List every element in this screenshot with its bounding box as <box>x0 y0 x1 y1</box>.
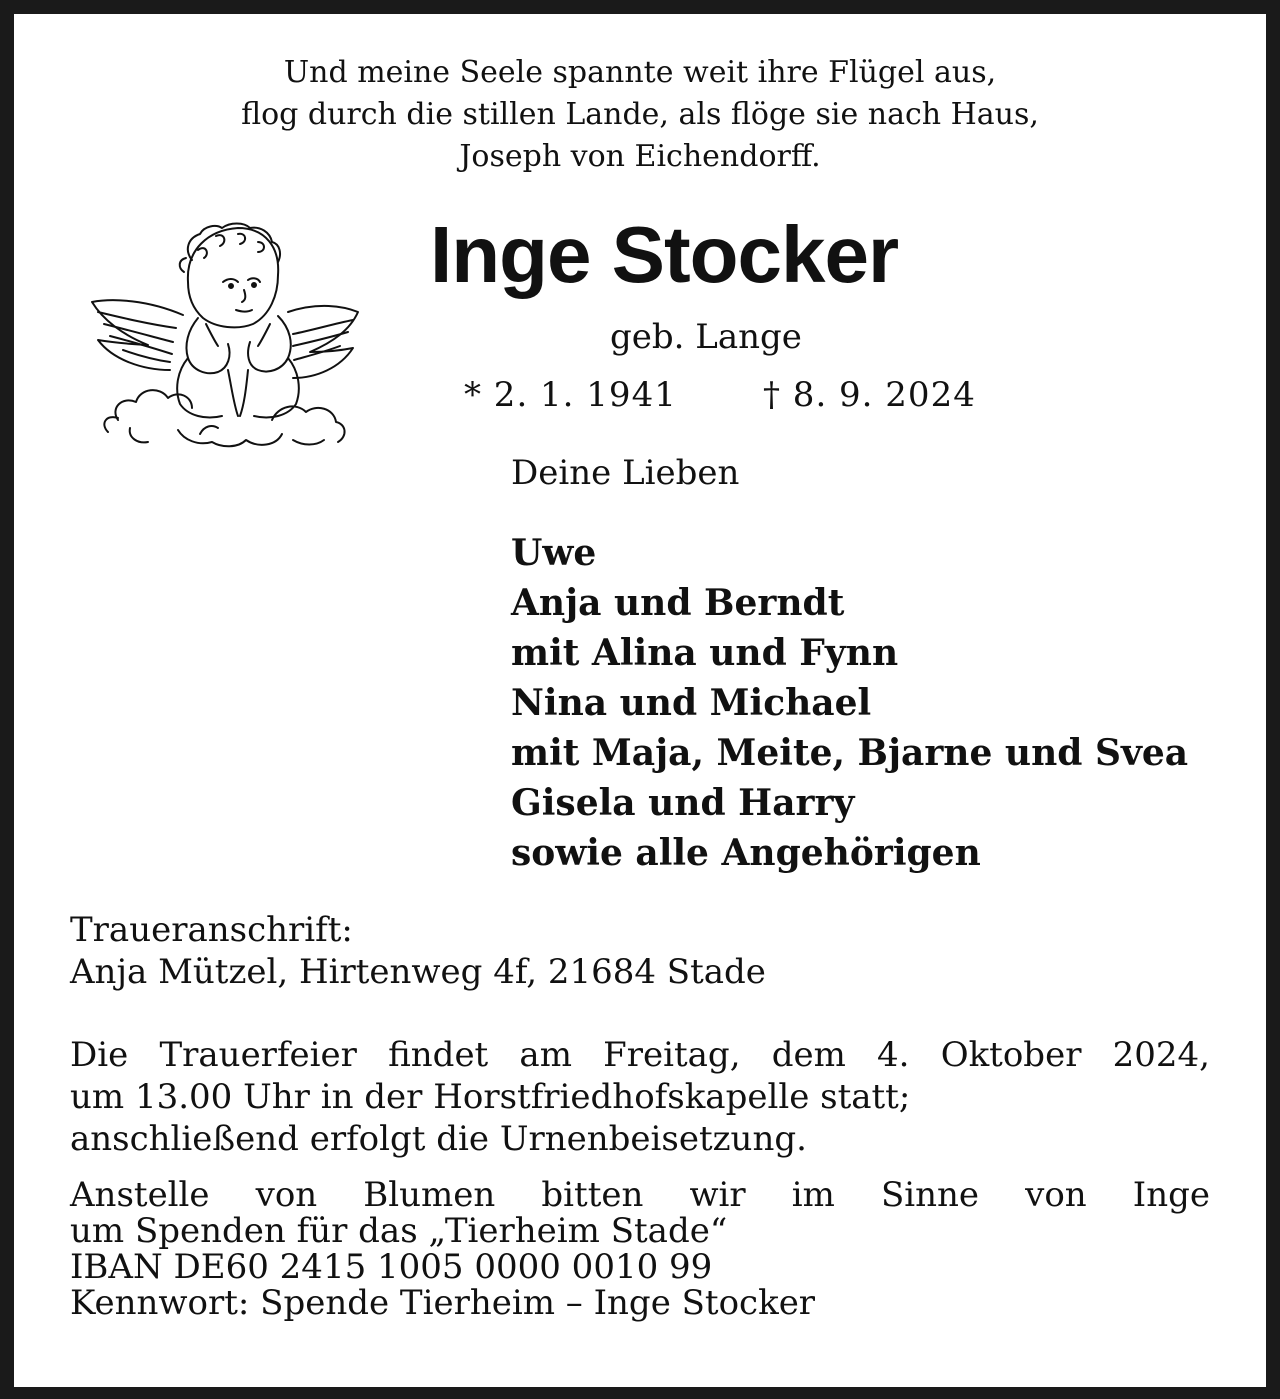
mourner-line: sowie alle Angehörigen <box>511 832 981 874</box>
address-value: Anja Mützel, Hirtenweg 4f, 21684 Stade <box>70 952 766 992</box>
mourner-line: Uwe <box>511 532 597 574</box>
donation-line: Anstelle von Blumen bitten wir im Sinne von Inge <box>70 1175 1210 1215</box>
death-date: † 8. 9. 2024 <box>763 375 976 415</box>
mourner-line: Nina und Michael <box>511 682 872 724</box>
mourner-line: Gisela und Harry <box>511 782 855 824</box>
mourner-line: mit Alina und Fynn <box>511 632 899 674</box>
ceremony-line: Die Trauerfeier findet am Freitag, dem 4. Oktober 2024, <box>70 1035 1210 1075</box>
mourners-list <box>511 528 1188 878</box>
donation-info <box>70 1177 1210 1321</box>
quote <box>0 52 1280 178</box>
mourner-line: mit Maja, Meite, Bjarne und Svea <box>511 732 1189 774</box>
quote-line: Und meine Seele spannte weit ihre Flügel aus, <box>283 55 997 90</box>
birth-date: * 2. 1. 1941 <box>464 375 677 415</box>
address-label: Traueranschrift: <box>70 910 353 950</box>
mourning-address <box>70 909 1210 993</box>
maiden-name: geb. Lange <box>610 317 802 357</box>
deceased-name: Inge Stocker <box>430 210 899 299</box>
quote-line: flog durch die stillen Lande, als flöge sie nach Haus, <box>241 97 1039 132</box>
donation-line: um Spenden für das „Tierheim Stade“ <box>70 1211 728 1251</box>
cherub-illustration <box>88 220 363 448</box>
ceremony-info <box>70 1034 1210 1160</box>
ceremony-line: um 13.00 Uhr in der Horstfriedhofskapelle statt; <box>70 1077 911 1117</box>
ceremony-line: anschließend erfolgt die Urnenbeisetzung. <box>70 1119 807 1159</box>
donation-keyword: Kennwort: Spende Tierheim – Inge Stocker <box>70 1283 816 1323</box>
quote-author: Joseph von Eichendorff. <box>459 139 821 174</box>
mourners-intro: Deine Lieben <box>511 453 740 493</box>
mourner-line: Anja und Berndt <box>511 582 845 624</box>
donation-iban: IBAN DE60 2415 1005 0000 0010 99 <box>70 1247 713 1287</box>
